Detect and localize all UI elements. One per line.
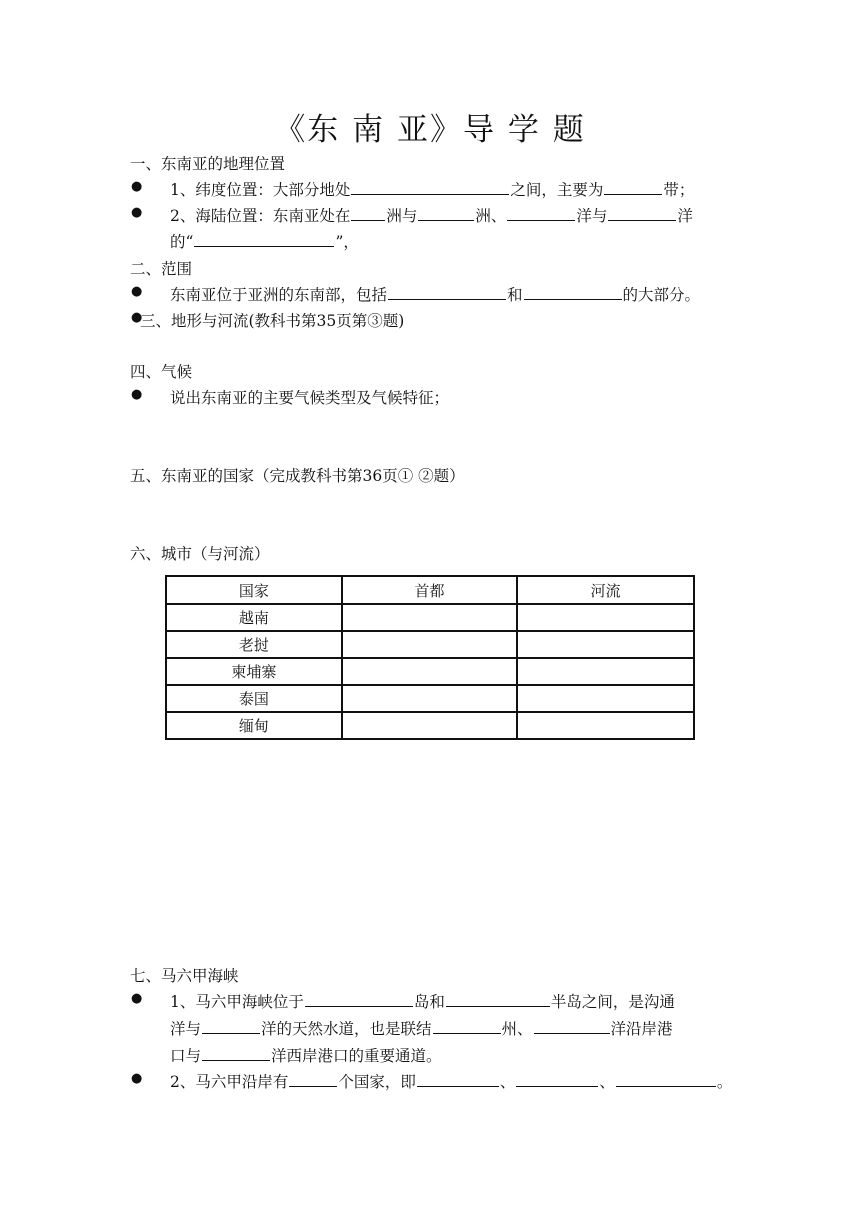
river-cell[interactable]	[517, 631, 694, 658]
river-cell[interactable]	[517, 712, 694, 739]
s7-countries-line	[170, 1070, 732, 1092]
blank-crossroads[interactable]	[194, 231, 334, 247]
text: 2、马六甲沿岸有	[170, 1073, 289, 1091]
text: 的“	[170, 233, 194, 251]
capital-cell[interactable]	[342, 604, 518, 631]
blank-continent-2[interactable]	[418, 205, 474, 221]
section-6-heading: 六、城市（与河流）	[130, 545, 270, 563]
column-header-country: 国家	[166, 576, 342, 604]
text: 洲与	[386, 207, 418, 225]
s1-sea-land-line	[170, 204, 693, 226]
section-1-heading: 一、东南亚的地理位置	[130, 155, 286, 173]
capital-cell[interactable]	[342, 712, 518, 739]
blank-islands[interactable]	[524, 284, 622, 300]
text: 的大部分。	[622, 286, 701, 304]
city-river-table	[165, 575, 695, 740]
section-3-heading: 三、地形与河流(教科书第35页第③题)	[140, 312, 405, 330]
text: 州、	[501, 1020, 533, 1038]
text: 1、纬度位置：大部分地处	[170, 181, 351, 199]
table-row	[166, 631, 694, 658]
blank-ocean-1[interactable]	[507, 205, 575, 221]
text: 洋沿岸港	[610, 1020, 673, 1038]
table-row	[166, 685, 694, 712]
text: 洋与	[170, 1020, 202, 1038]
text: 带；	[663, 181, 695, 199]
capital-cell[interactable]	[342, 685, 518, 712]
blank-continent-1[interactable]	[351, 205, 385, 221]
section-5-heading: 五、东南亚的国家（完成教科书第36页① ②题）	[130, 467, 465, 485]
blank-peninsula[interactable]	[388, 284, 506, 300]
bullet-icon: ●	[131, 310, 143, 325]
capital-cell[interactable]	[342, 658, 518, 685]
text: 个国家，即	[338, 1073, 416, 1091]
river-cell[interactable]	[517, 658, 694, 685]
blank-latitude-range[interactable]	[351, 179, 509, 195]
blank-ocean-3[interactable]	[202, 1018, 260, 1034]
table-row	[166, 658, 694, 685]
blank-continent-3[interactable]	[433, 1018, 501, 1034]
blank-country-3[interactable]	[616, 1071, 716, 1087]
text: 东南亚位于亚洲的东南部，包括	[170, 286, 388, 304]
section-4-heading: 四、气候	[130, 363, 193, 381]
blank-ocean-2[interactable]	[608, 205, 676, 221]
blank-climate-zone[interactable]	[604, 179, 662, 195]
s2-range-line	[170, 283, 700, 305]
section-7-heading: 七、马六甲海峡	[130, 967, 239, 985]
text: 口与	[170, 1047, 202, 1065]
country-cell: 越南	[166, 604, 342, 631]
country-cell: 泰国	[166, 685, 342, 712]
text: 洋西岸港口的重要通道。	[271, 1047, 442, 1065]
s1-latitude-line	[170, 178, 694, 200]
text: 岛和	[413, 993, 445, 1011]
column-header-river: 河流	[517, 576, 694, 604]
bullet-icon: ●	[131, 179, 143, 194]
s7-strait-line-2	[170, 1017, 673, 1039]
blank-count[interactable]	[289, 1071, 337, 1087]
s1-crossroads-line	[170, 230, 359, 252]
text: 。	[716, 1073, 733, 1091]
bullet-icon: ●	[131, 1071, 143, 1086]
blank-ocean-5[interactable]	[202, 1045, 270, 1061]
table-row	[166, 604, 694, 631]
s7-strait-line-3	[170, 1044, 442, 1066]
table-row	[166, 712, 694, 739]
text: 洋	[677, 207, 693, 225]
country-cell: 老挝	[166, 631, 342, 658]
country-cell: 缅甸	[166, 712, 342, 739]
page-title: 《东 南 亚》导 学 题	[274, 112, 586, 148]
text: 洋与	[576, 207, 608, 225]
s7-strait-line-1	[170, 990, 675, 1012]
text: ”，	[335, 233, 359, 251]
text: 1、马六甲海峡位于	[170, 993, 304, 1011]
blank-peninsula-2[interactable]	[446, 991, 550, 1007]
bullet-icon: ●	[131, 284, 143, 299]
text: 、	[499, 1073, 516, 1091]
text: 半岛之间，是沟通	[550, 993, 675, 1011]
blank-ocean-4[interactable]	[534, 1018, 610, 1034]
river-cell[interactable]	[517, 685, 694, 712]
table-header-row	[166, 576, 694, 604]
blank-island[interactable]	[305, 991, 413, 1007]
text: 和	[507, 286, 523, 304]
country-cell: 柬埔寨	[166, 658, 342, 685]
river-cell[interactable]	[517, 604, 694, 631]
column-header-capital: 首都	[342, 576, 518, 604]
capital-cell[interactable]	[342, 631, 518, 658]
text: 2、海陆位置：东南亚处在	[170, 207, 351, 225]
blank-country-1[interactable]	[417, 1071, 499, 1087]
bullet-icon: ●	[131, 991, 143, 1006]
text: 洋的天然水道，也是联结	[261, 1020, 432, 1038]
text: 洲、	[475, 207, 507, 225]
blank-country-2[interactable]	[516, 1071, 598, 1087]
text: 、	[599, 1073, 615, 1091]
bullet-icon: ●	[131, 387, 143, 402]
s4-climate-line: 说出东南亚的主要气候类型及气候特征；	[170, 389, 450, 407]
bullet-icon: ●	[131, 205, 143, 220]
text: 之间，主要为	[510, 181, 604, 199]
section-2-heading: 二、范围	[130, 260, 193, 278]
